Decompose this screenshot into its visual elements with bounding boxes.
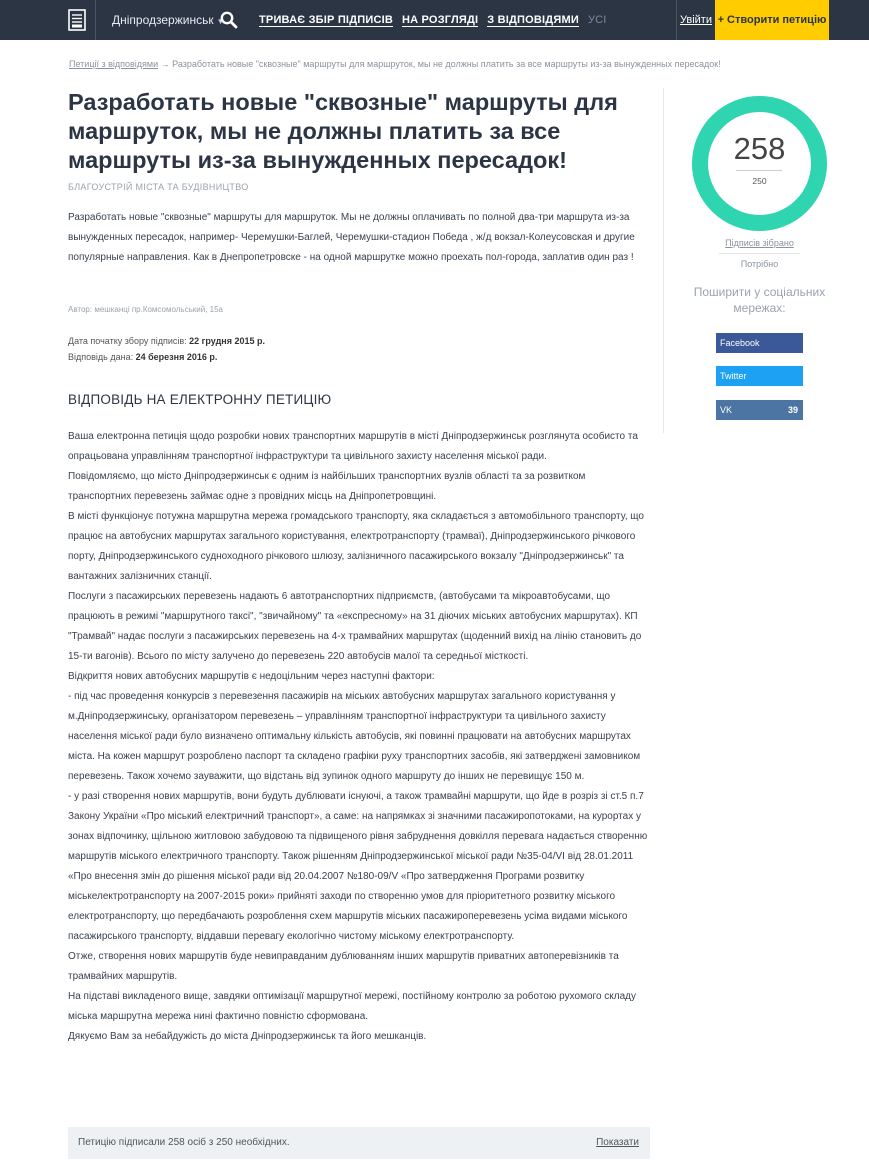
ring-separator [736,170,782,171]
petition-title: Разработать новые "сквозные" маршруты для маршруток, мы не должны платить за все маршруты из-за вынужденных пересадок! [68,89,618,173]
facebook-label: Facebook [720,338,760,348]
breadcrumb-parent-link[interactable]: Петиції з відповідями [69,59,159,69]
answer-paragraph: В місті функціонує потужна маршрутна мережа громадського транспорту, яка складається з автомобільного транспорту, що працює на автобусних маршрутах загального користування, електротранспорту (трамваї), Дніпродзержинського річкового порту, Дніпродзержинського судноходного річкового шлюзу, залізничного пасажирського вокзалу "Дніпродзержинськ" та вантажних залізничних станції. [68,511,644,582]
create-petition-button[interactable]: + Створити петицію [715,0,829,40]
vk-share-button[interactable] [716,400,803,420]
show-signatures-link[interactable]: Показати [596,1137,639,1148]
login-button[interactable]: Увійти [676,0,715,40]
answer-paragraph: - під час проведення конкурсів з перевезення пасажирів на міських автобусних маршрутах загального користування у м.Дніпродзержинську, організатором перевезень – управлінням транспортної інфраструктури та цивільного захисту населення міської ради було визначено оптимальну кількість автобусів, які повинні працювати на автобусних маршрутах міста. На кожен маршрут розроблено паспорт та складено графіки руху транспортних засобів, які затверджені замовником перевезень. Також хочемо зауважити, що відстань від зупинок одного маршруту до інших не перевищує 150 м. [68,691,641,782]
nav-all[interactable]: УСІ [587,14,607,26]
answer-paragraph: Дякуємо Вам за небайдужість до міста Дніпродзержинськ та його мешканців. [68,1031,427,1042]
facebook-share-button[interactable] [716,333,803,353]
city-name: Дніпродзержинськ [112,13,214,27]
answer-paragraph: Повідомляємо, що місто Дніпродзержинськ є одним із найбільших транспортних вузлів області та за розвитком транспортних перевезень займає одне з провідних місць на Дніпропетровщині. [68,471,586,502]
start-date-row [68,333,265,349]
answer-body [68,427,650,1047]
signatures-required-count: 250 [752,176,767,186]
petition-author: Автор: мешканці пр.Комсомольський, 15а [68,305,223,314]
nav-under-review[interactable]: НА РОЗГЛЯДІ [402,14,479,26]
answer-heading: ВІДПОВІДЬ НА ЕЛЕКТРОННУ ПЕТИЦІЮ [68,392,332,407]
petition-document-icon[interactable] [58,0,96,40]
collected-label: Підписів зібрано [725,238,794,248]
vk-label: VK [720,405,733,415]
start-date-value: 22 грудня 2015 р. [189,336,266,346]
vk-share-count: 39 [787,405,798,415]
signatures-summary-bar [68,1127,650,1159]
twitter-label: Twitter [720,371,747,381]
nav-collecting[interactable]: ТРИВАЄ ЗБІР ПІДПИСІВ [259,14,393,26]
signatures-collected-count: 258 [733,131,786,166]
chevron-down-icon: ▼ [216,17,225,26]
answer-paragraph: Послуги з пасажирських перевезень надають 6 автотранспортних підприємств, (автобусами та мікроавтобусами, що працюють в режимі "маршрутного таксі", "звичайному" та «експресному» на 31 діючих міських автобусних маршрутах). КП "Трамвай" надає послуги з пасажирських перевезень на 4-х трамвайних маршрутах (щоденний вихід на лінію становить до 15-ти вагонів). Всього по місту залучено до перевезень 220 автобусів малої та середньої місткості. [68,591,642,662]
signatures-summary-text: Петицію підписали 258 осіб з 250 необхідних. [78,1137,290,1148]
twitter-share-button[interactable] [716,366,803,386]
search-icon[interactable] [220,11,238,34]
petition-dates [68,333,265,365]
breadcrumb [69,59,721,69]
needed-label: Потрібно [692,259,827,269]
answer-paragraph: Отже, створення нових маршрутів буде невиправданим дублюванням інших маршрутів приватних автоперевізників та трамвайних маршрутів. [68,951,619,982]
breadcrumb-current: Разработать новые "сквозные" маршруты для маршруток, мы не должны платить за все маршруты из-за вынужденных пересадок! [172,59,721,69]
answer-paragraph: На підставі викладеного вище, завдяки оптимізації маршрутної мережі, постійному контролю за роботою рухомого складу міська маршрутна мережа нині фактично повністю сформована. [68,991,636,1022]
petition-description: Разработать новые "сквозные" маршруты для маршруток. Мы не должны оплачивать по полной два-три маршрута из-за вынужденных пересадок, например- Черемушки-Баглей, Черемушки-стадион Победа , ж/д вокзал-Колеусовская и другие популярные направления. Как в Днепропетровске - на одной маршрутке можно проехать пол-города, заплатив один раз ! [68,212,635,263]
answer-date-label: Відповідь дана: [68,352,136,362]
top-navigation-bar [0,0,869,40]
main-nav [259,14,607,27]
nav-answered[interactable]: З ВІДПОВІДЯМИ [487,14,579,26]
answer-date-row [68,349,265,365]
answer-paragraph: Ваша електронна петиція щодо розробки нових транспортних маршрутів в місті Дніпродзержинськ розглянута особисто та опрацьована управлінням транспортної інфраструктури та цивільного захисту населення міської ради. [68,431,638,462]
share-heading: Поширити у соціальних мережах: [693,285,826,315]
answer-date-value: 24 березня 2016 р. [135,352,218,362]
answer-paragraph: - у разі створення нових маршрутів, вони будуть дублювати існуючі, а також трамвайні маршрути, що йде в розріз зі ст.5 п.7 Закону України «Про міський електричний транспорт», а саме: на напрямках зі значними пасажиропотоками, на курортах у зонах відпочинку, щільною житловою забудовою та підвищеного рівня забруднення довкілля перевага надається створенню маршрутів міського електричного транспорту. Також рішенням Дніпродзержинської міської ради №35-04/VI від 28.01.2011 «Про внесення змін до рішення міської ради від 20.04.2007 №180-09/V «Про затвердження Програми розвитку міськелектротранспорту на 2007-2015 роки» прийняті заходи по створенню умов для пріоритетного розвитку міського електротранспорту, що передбачають розроблення схем маршрутів міських пасажироперевезень усіма видами міського пасажирського транспорту, віддавши перевагу екологічно чистому міському електротранспорту. [68,791,648,942]
column-divider [663,88,664,433]
city-selector[interactable] [112,13,225,27]
petition-category[interactable]: БЛАГОУСТРІЙ МІСТА ТА БУДІВНИЦТВО [68,182,249,192]
answer-paragraph: Відкриття нових автобусних маршрутів є недоцільним через наступні фактори: [68,671,435,682]
breadcrumb-separator: → [158,59,173,69]
start-date-label: Дата початку збору підписів: [68,336,190,346]
